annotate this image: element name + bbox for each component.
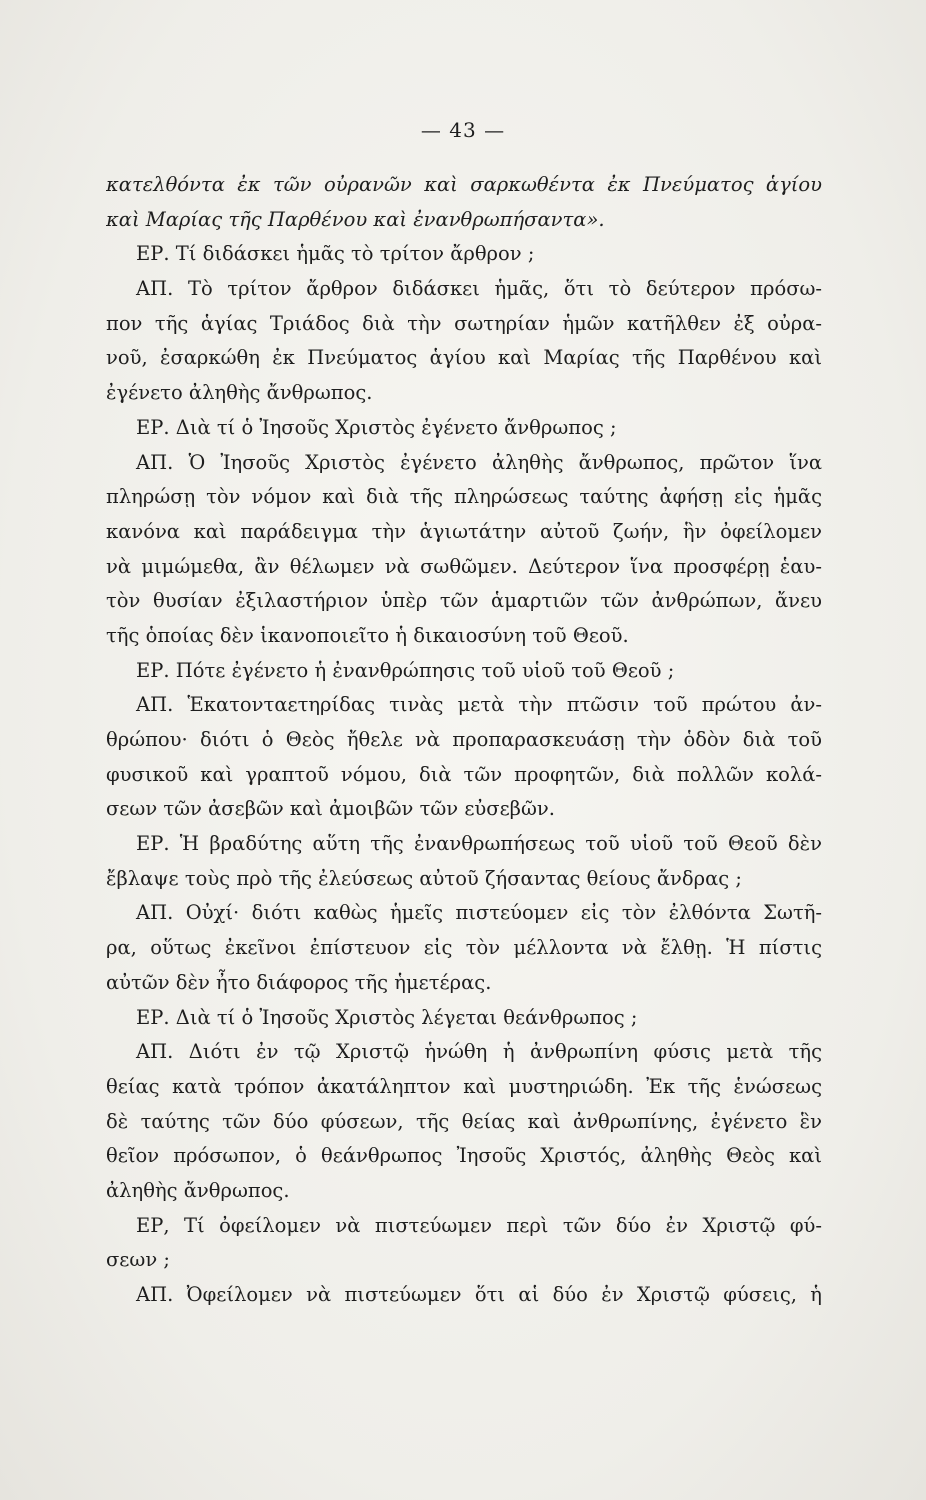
text-line: ΕΡ. Τί διδάσκει ἡμᾶς τὸ τρίτον ἄρθρον ; (136, 242, 535, 266)
text-line: ρα, οὕτως ἐκεῖνοι ἐπίστευον εἰς τὸν μέλλοντα νὰ ἔλθῃ. Ἡ πίστις (106, 936, 822, 960)
text-line: ΕΡ. Διὰ τί ὁ Ἰησοῦς Χριστὸς ἐγένετο ἄνθρωπος ; (136, 415, 617, 439)
text-line: τὸν θυσίαν ἐξιλαστήριον ὑπὲρ τῶν ἁμαρτιῶν τῶν ἀνθρώπων, ἄνευ (106, 589, 822, 613)
text-line: νοῦ, ἐσαρκώθη ἐκ Πνεύματος ἁγίου καὶ Μαρίας τῆς Παρθένου καὶ (106, 346, 822, 370)
text-line: φυσικοῦ καὶ γραπτοῦ νόμου, διὰ τῶν προφητῶν, διὰ πολλῶν κολά- (106, 762, 822, 786)
text-line: πον τῆς ἁγίας Τριάδος διὰ τὴν σωτηρίαν ἡμῶν κατῆλθεν ἐξ οὐρα- (106, 311, 822, 335)
text-line: τῆς ὁποίας δὲν ἱκανοποιεῖτο ἡ δικαιοσύνη τοῦ Θεοῦ. (106, 623, 629, 647)
text-line: θείας κατὰ τρόπον ἀκατάληπτον καὶ μυστηριώδη. Ἐκ τῆς ἑνώσεως (106, 1074, 822, 1098)
text-line: ΑΠ. Ὀφείλομεν νὰ πιστεύωμεν ὅτι αἱ δύο ἐν Χριστῷ φύσεις, ἡ (136, 1283, 822, 1306)
text-line: θρώπου· διότι ὁ Θεὸς ἤθελε νὰ προπαρασκευάσῃ τὴν ὁδὸν διὰ τοῦ (106, 728, 822, 751)
text-line: ΕΡ. Πότε ἐγένετο ἡ ἐνανθρώπησις τοῦ υἱοῦ τοῦ Θεοῦ ; (136, 658, 675, 682)
text-line: ΕΡ. Διὰ τί ὁ Ἰησοῦς Χριστὸς λέγεται θεάνθρωπος ; (136, 1005, 638, 1029)
text-line: νὰ μιμώμεθα, ἂν θέλωμεν νὰ σωθῶμεν. Δεύτερον ἵνα προσφέρῃ ἑαυ- (106, 554, 822, 578)
text-line: σεων ; (106, 1248, 170, 1272)
text-line: κανόνα καὶ παράδειγμα τὴν ἁγιωτάτην αὐτοῦ ζωήν, ἣν ὀφείλομεν (106, 519, 822, 543)
text-line: ἀληθὴς ἄνθρωπος. (106, 1178, 290, 1202)
text-line: ΑΠ. Ὁ Ἰησοῦς Χριστὸς ἐγένετο ἀληθὴς ἄνθρωπος, πρῶτον ἵνα (136, 450, 822, 474)
text-line: ΑΠ. Ἑκατονταετηρίδας τινὰς μετὰ τὴν πτῶσιν τοῦ πρώτου ἀν- (136, 693, 822, 717)
text-line: πληρώσῃ τὸν νόμον καὶ διὰ τῆς πληρώσεως ταύτης ἀφήσῃ εἰς ἡμᾶς (106, 485, 822, 509)
text-line: αὐτῶν δὲν ἦτο διάφορος τῆς ἡμετέρας. (106, 970, 492, 994)
text-line: ΕΡ. Ἡ βραδύτης αὕτη τῆς ἐνανθρωπήσεως τοῦ υἱοῦ τοῦ Θεοῦ δὲν (136, 832, 822, 856)
text-line: σεων τῶν ἀσεβῶν καὶ ἀμοιβῶν τῶν εὐσεβῶν. (106, 797, 555, 821)
text-line: ΕΡ, Τί ὀφείλομεν νὰ πιστεύωμεν περὶ τῶν δύο ἐν Χριστῷ φύ- (136, 1213, 822, 1237)
text-line: ΑΠ. Οὐχί· διότι καθὼς ἡμεῖς πιστεύομεν εἰς τὸν ἐλθόντα Σωτῆ- (136, 901, 822, 925)
text-line: καὶ Μαρίας τῆς Παρθένου καὶ ἐνανθρωπήσαντα». (106, 207, 605, 231)
text-line: ἔβλαψε τοὺς πρὸ τῆς ἐλεύσεως αὐτοῦ ζήσαντας θείους ἄνδρας ; (106, 866, 742, 890)
text-line: ἐγένετο ἀληθὴς ἄνθρωπος. (106, 381, 373, 405)
text-line: δὲ ταύτης τῶν δύο φύσεων, τῆς θείας καὶ ἀνθρωπίνης, ἐγένετο ἓν (106, 1109, 822, 1133)
page-number: — 43 — (420, 118, 506, 142)
text-line: κατελθόντα ἐκ τῶν οὐρανῶν καὶ σαρκωθέντα ἐκ Πνεύματος ἁγίου (106, 173, 822, 196)
text-line: ΑΠ. Διότι ἐν τῷ Χριστῷ ἡνώθη ἡ ἀνθρωπίνη φύσις μετὰ τῆς (136, 1040, 822, 1064)
body-text (106, 168, 822, 1313)
text-line: θεῖον πρόσωπον, ὁ θεάνθρωπος Ἰησοῦς Χριστός, ἀληθὴς Θεὸς καὶ (106, 1144, 822, 1168)
text-line: ΑΠ. Τὸ τρίτον ἄρθρον διδάσκει ἡμᾶς, ὅτι τὸ δεύτερον πρόσω- (136, 277, 822, 301)
